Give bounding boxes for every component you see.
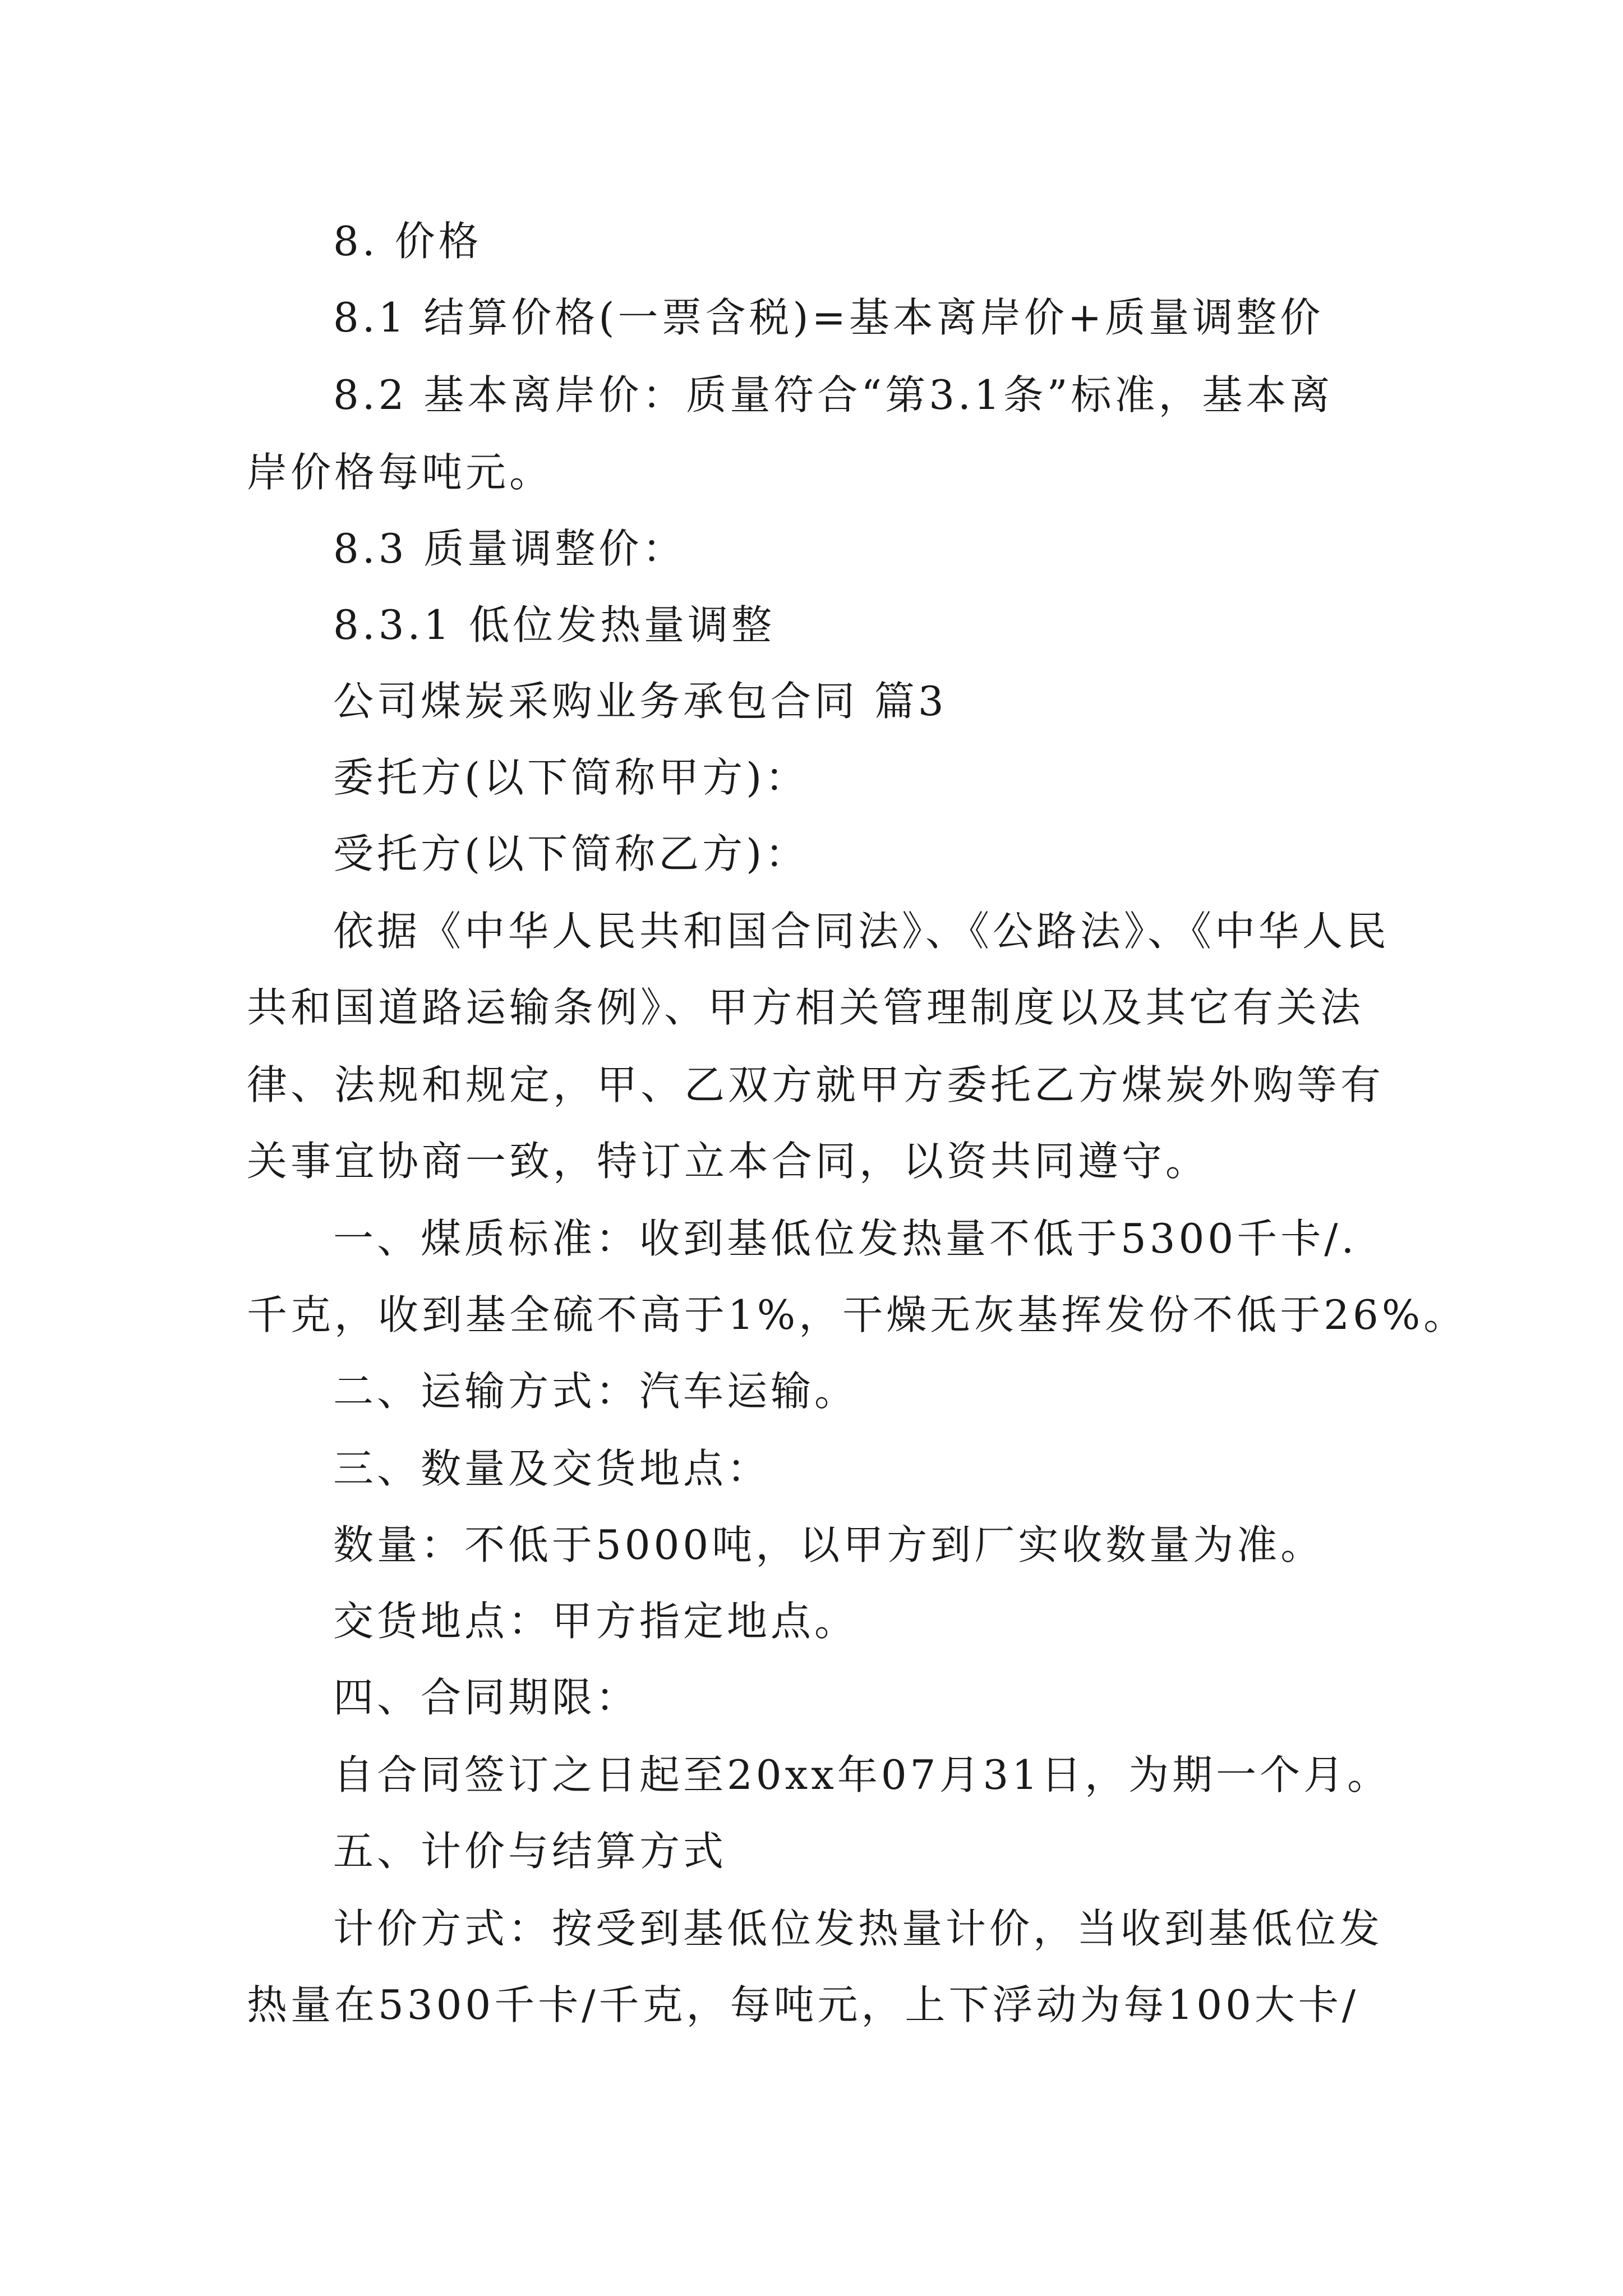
quantity-heading: 三、数量及交货地点： bbox=[333, 1445, 771, 1492]
pricing-line-1: 计价方式：按受到基低位发热量计价，当收到基低位发 bbox=[333, 1905, 1384, 1952]
party-a-line: 委托方(以下简称甲方)： bbox=[333, 754, 809, 801]
contract-term-line: 自合同签订之日起至20xx年07月31日，为期一个月。 bbox=[333, 1751, 1391, 1798]
preamble-line-1: 依据《中华人民共和国合同法》、《公路法》、《中华人民 bbox=[333, 908, 1390, 955]
preamble-line-2: 共和国道路运输条例》、甲方相关管理制度以及其它有关法 bbox=[247, 984, 1364, 1031]
clause-8-3: 8.3 质量调整价： bbox=[333, 525, 686, 572]
delivery-location: 交货地点：甲方指定地点。 bbox=[333, 1598, 859, 1645]
pricing-heading: 五、计价与结算方式 bbox=[333, 1828, 727, 1875]
clause-8-2: 8.2 基本离岸价：质量符合“第3.1条”标准，基本离 bbox=[333, 371, 1334, 418]
preamble-line-4: 关事宜协商一致，特订立本合同，以资共同遵守。 bbox=[247, 1138, 1210, 1185]
section-heading-price: 8. 价格 bbox=[333, 218, 482, 265]
quantity-line: 数量：不低于5000吨，以甲方到厂实收数量为准。 bbox=[333, 1521, 1325, 1568]
clause-8-2-cont: 岸价格每吨元。 bbox=[247, 449, 554, 496]
contract-term-heading: 四、合同期限： bbox=[333, 1674, 640, 1721]
party-b-line: 受托方(以下简称乙方)： bbox=[333, 830, 809, 877]
preamble-line-3: 律、法规和规定，甲、乙双方就甲方委托乙方煤炭外购等有 bbox=[247, 1061, 1385, 1108]
pricing-line-2: 热量在5300千卡/千克，每吨元，上下浮动为每100大卡/ bbox=[247, 1981, 1359, 2028]
coal-quality-line-2: 千克，收到基全硫不高于1%，干燥无灰基挥发份不低于26%。 bbox=[247, 1291, 1468, 1338]
clause-8-3-1: 8.3.1 低位发热量调整 bbox=[333, 601, 776, 648]
coal-quality-line-1: 一、煤质标准：收到基低位发热量不低于5300千卡/. bbox=[333, 1215, 1358, 1262]
clause-8-1: 8.1 结算价格(一票含税)=基本离岸价+质量调整价 bbox=[333, 294, 1324, 341]
transport-method: 二、运输方式：汽车运输。 bbox=[333, 1368, 859, 1415]
contract-title: 公司煤炭采购业务承包合同 篇3 bbox=[333, 678, 947, 725]
